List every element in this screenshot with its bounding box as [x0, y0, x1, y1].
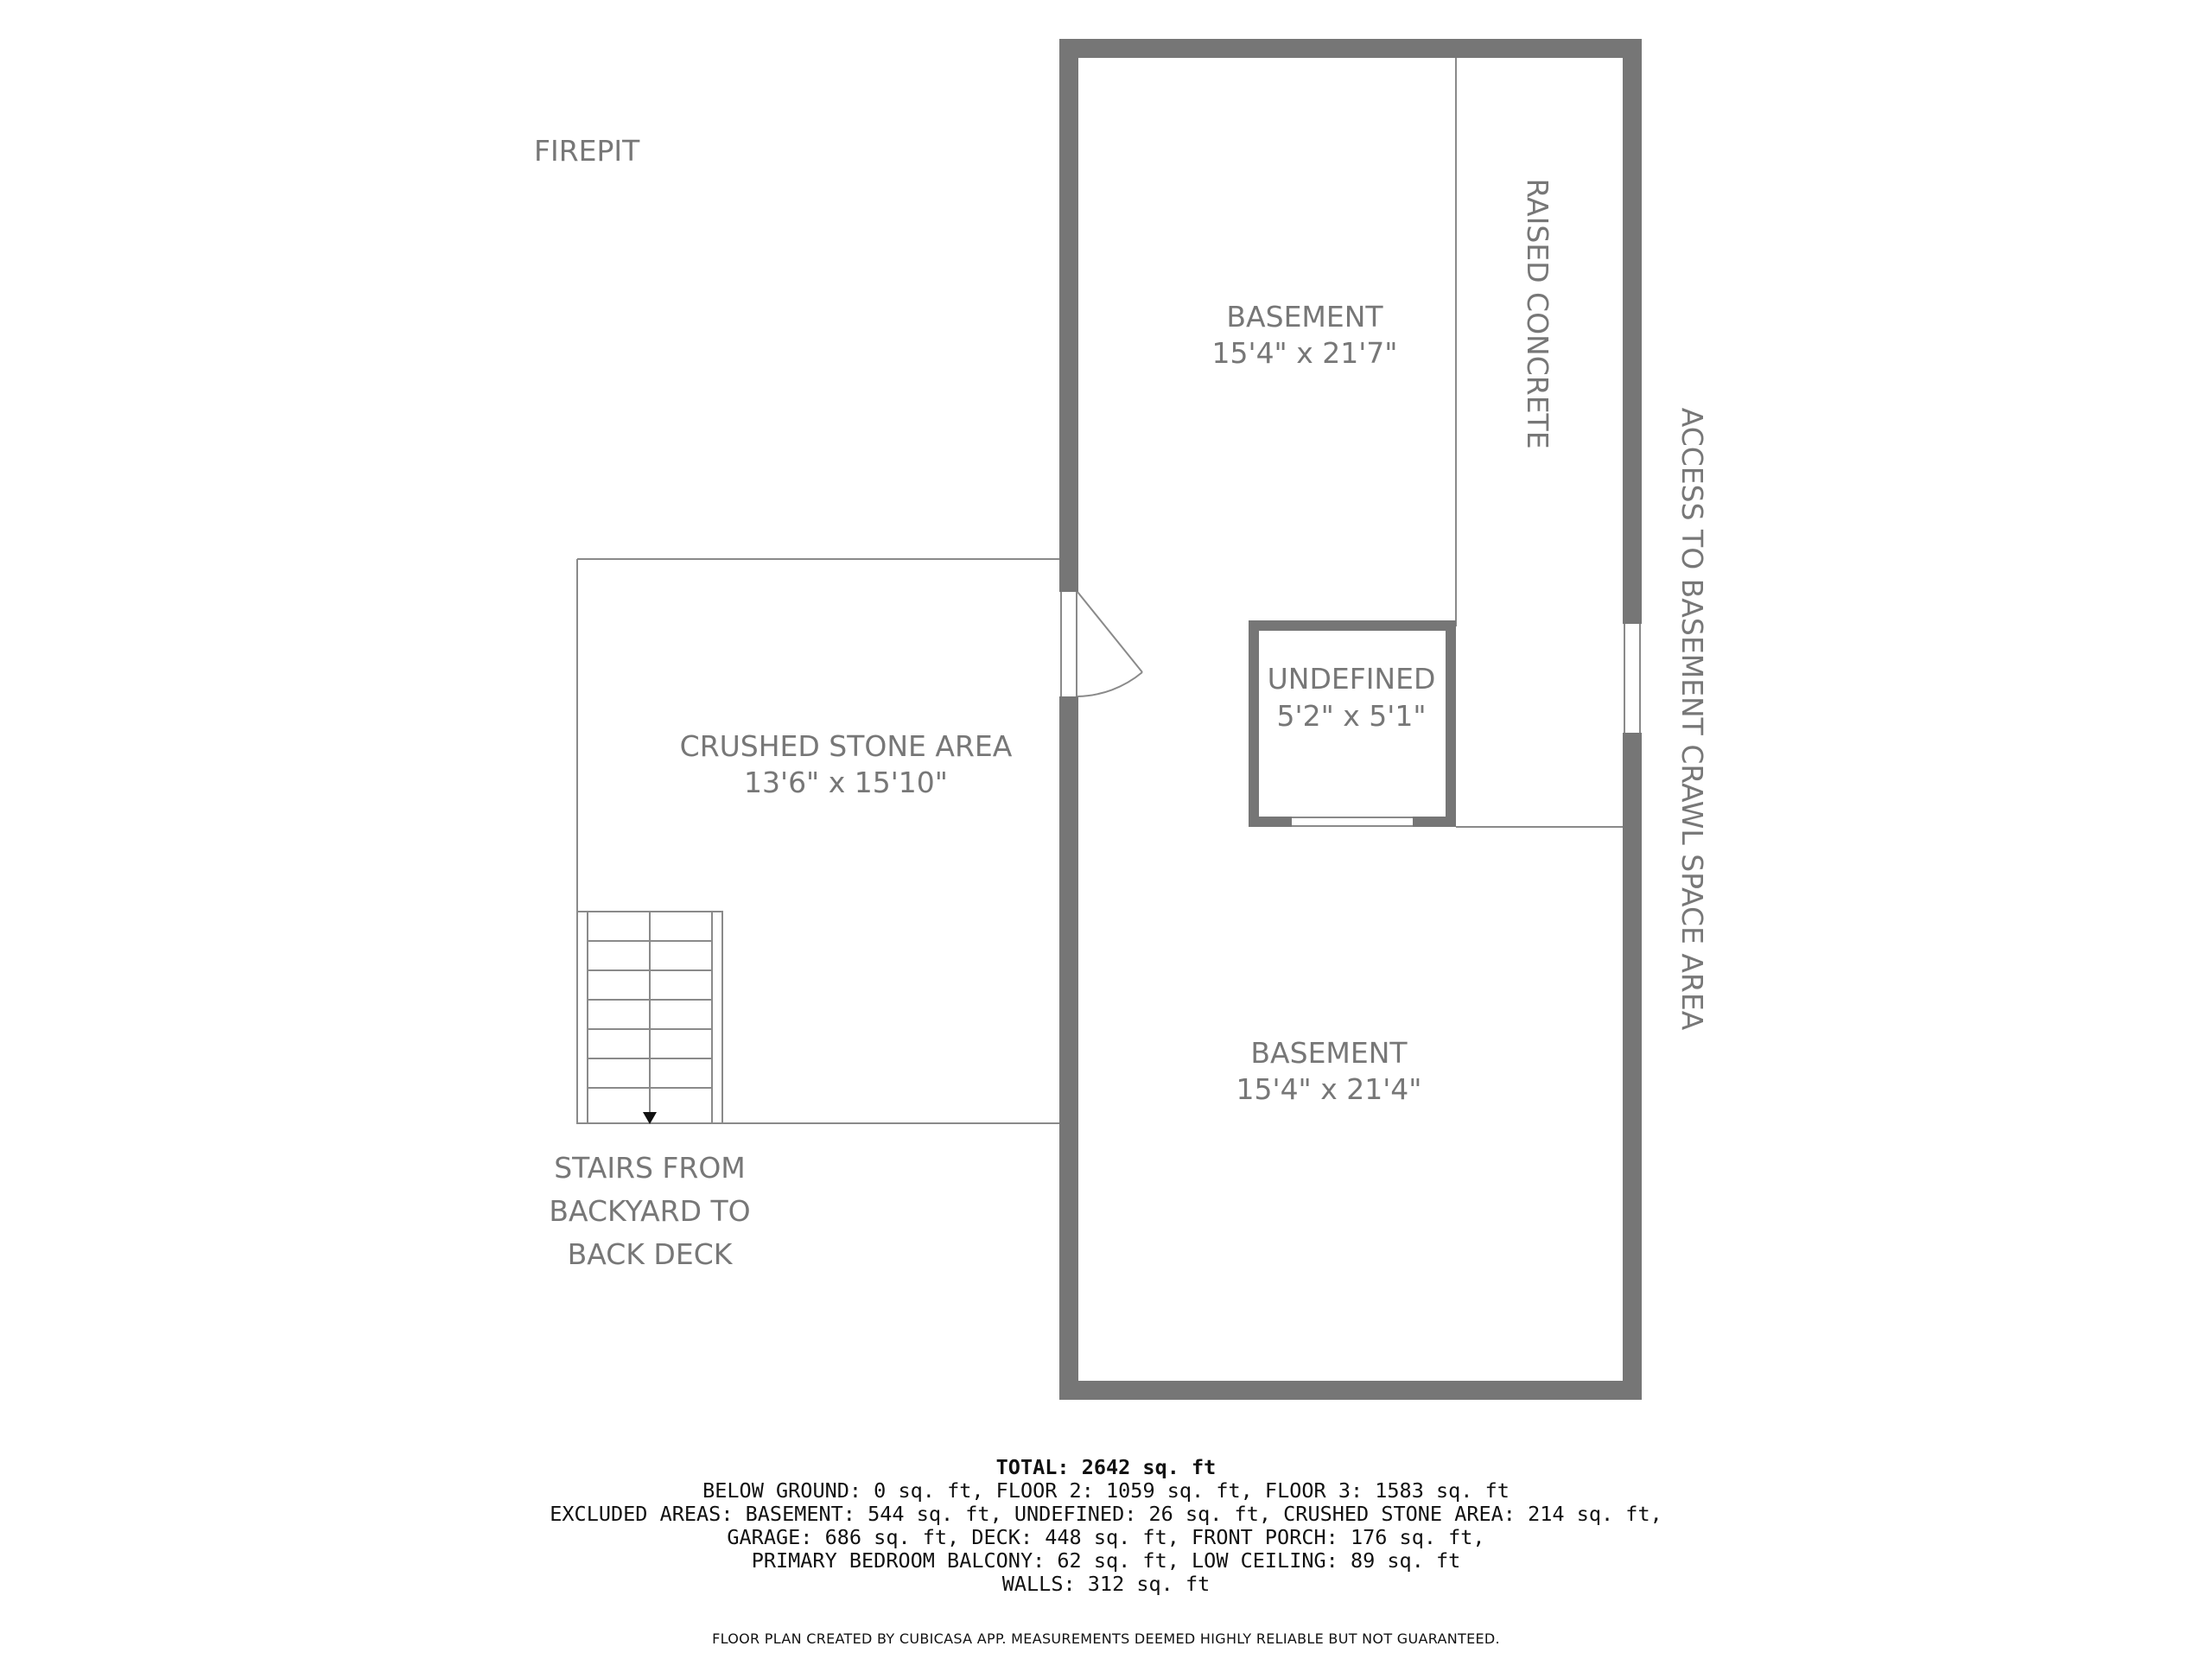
area-line-excluded-3: PRIMARY BEDROOM BALCONY: 62 sq. ft, LOW CEILING: 89 sq. ft	[751, 1548, 1461, 1573]
firepit-label: FIREPIT	[534, 134, 640, 168]
access-crawl-space-label: ACCESS TO BASEMENT CRAWL SPACE AREA	[1675, 407, 1709, 1031]
stairs-label-line2: BACKYARD TO	[549, 1194, 751, 1228]
basement-upper-dims: 15'4" x 21'7"	[1211, 336, 1398, 370]
basement-door	[1061, 592, 1142, 696]
stairs-label-line1: STAIRS FROM	[554, 1151, 746, 1185]
undefined-room-opening	[1292, 817, 1413, 826]
stairs-label-line3: BACK DECK	[567, 1237, 733, 1271]
disclaimer: FLOOR PLAN CREATED BY CUBICASA APP. MEASUREMENTS DEEMED HIGHLY RELIABLE BUT NOT GUARANTEED.	[712, 1630, 1500, 1647]
area-summary	[0, 1456, 2212, 1596]
area-total: TOTAL: 2642 sq. ft	[995, 1455, 1217, 1479]
crushed-stone-dims: 13'6" x 15'10"	[744, 766, 948, 799]
basement-upper-name: BASEMENT	[1226, 300, 1383, 334]
area-line-walls: WALLS: 312 sq. ft	[1001, 1572, 1211, 1596]
basement-lower-name: BASEMENT	[1250, 1036, 1408, 1070]
area-line-floors: BELOW GROUND: 0 sq. ft, FLOOR 2: 1059 sq. ft, FLOOR 3: 1583 sq. ft	[702, 1478, 1510, 1503]
crushed-stone-name: CRUSHED STONE AREA	[679, 729, 1013, 763]
basement-lower-dims: 15'4" x 21'4"	[1236, 1072, 1422, 1106]
stairs	[577, 912, 722, 1123]
raised-concrete-label: RAISED CONCRETE	[1521, 178, 1554, 449]
area-line-excluded: EXCLUDED AREAS: BASEMENT: 544 sq. ft, UNDEFINED: 26 sq. ft, CRUSHED STONE AREA: 214 sq. ft,	[550, 1502, 1662, 1526]
undefined-name: UNDEFINED	[1267, 662, 1436, 696]
area-line-excluded-2: GARAGE: 686 sq. ft, DECK: 448 sq. ft, FRONT PORCH: 176 sq. ft,	[727, 1525, 1485, 1549]
crawl-space-opening	[1624, 624, 1640, 733]
undefined-dims: 5'2" x 5'1"	[1276, 699, 1427, 733]
